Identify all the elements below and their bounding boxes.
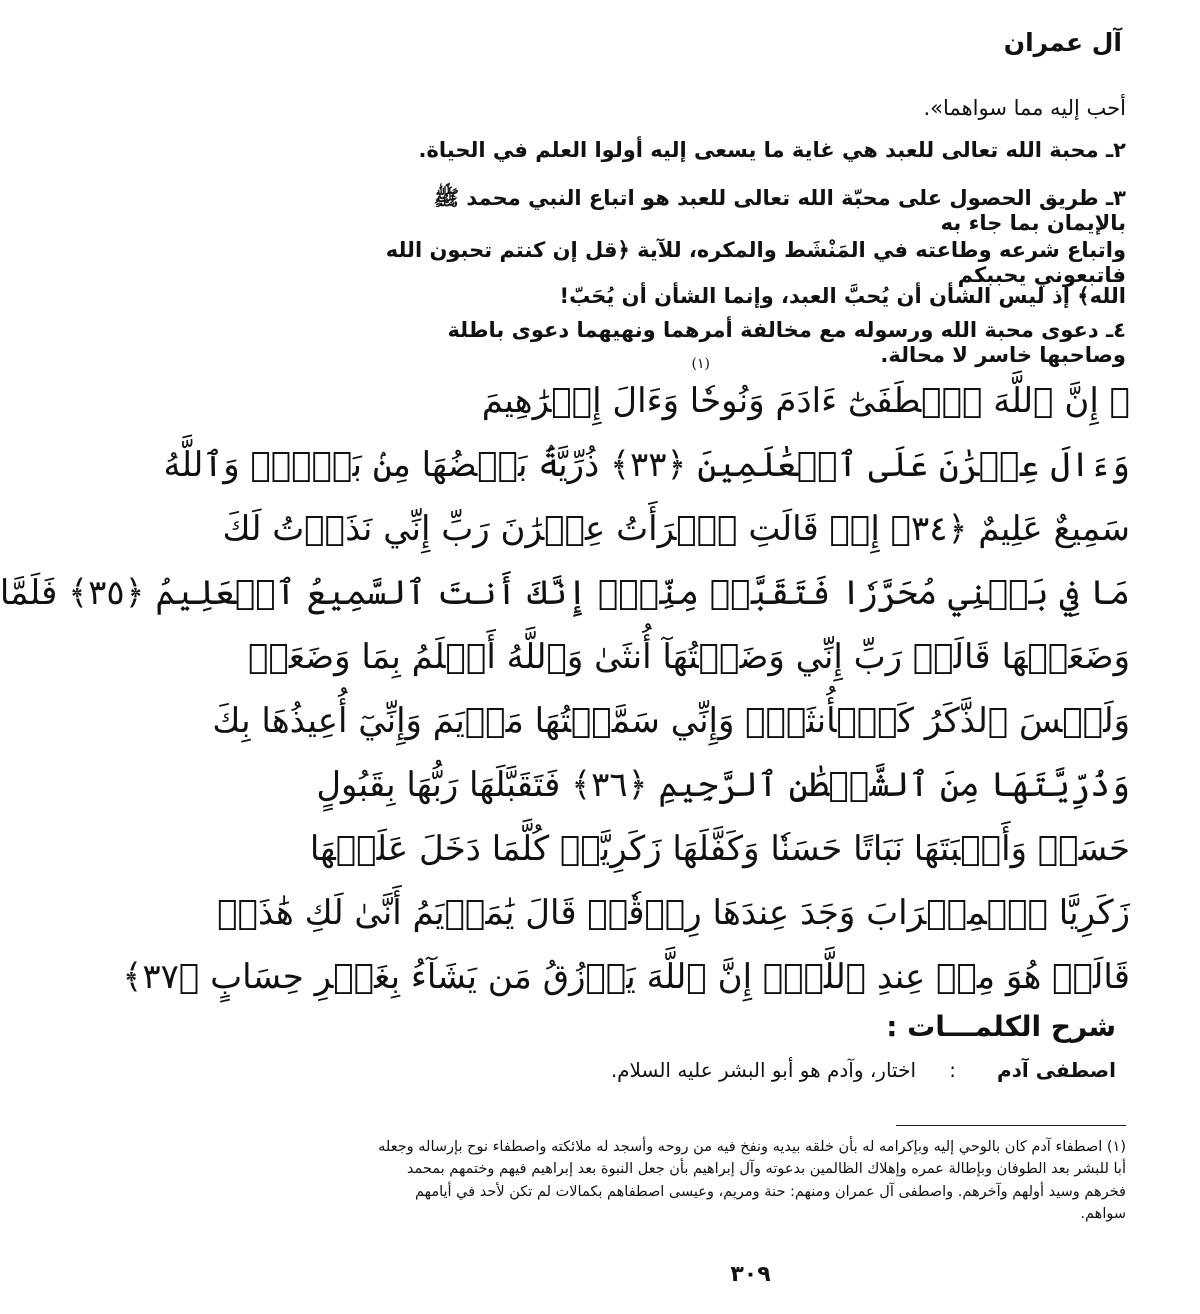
page-header-title: آل عمران [1003,28,1122,57]
point-3-line-1: ٣ـ طريق الحصول على محبّة الله تعالى للعبد هو اتباع النبي محمد ﷺ بالإيمان بما جاء به [433,186,1126,236]
intro-line-a: أحب إليه مما سواهما». [923,96,1126,120]
quran-line: قَالَتۡ هُوَ مِنۡ عِندِ ٱللَّهِۖ إِنَّ ٱللَّهَ يَرۡزُقُ مَن يَشَآءُ بِغَيۡرِ حِسَابٍ ﴿٣٧﴾ [122,957,1130,997]
quran-line: زَكَرِيَّا ٱلۡمِحۡرَابَ وَجَدَ عِندَهَا رِزۡقٗاۖ قَالَ يَٰمَرۡيَمُ أَنَّىٰ لَكِ هَٰذَاۖ [217,893,1130,933]
quran-line: سَمِيعٌ عَلِيمٌ ﴿٣٤﴾ إِذۡ قَالَتِ ٱمۡرَأَتُ عِمۡرَٰنَ رَبِّ إِنِّي نَذَرۡتُ لَكَ [222,509,1130,549]
quran-line: وَلَيۡسَ ٱلذَّكَرُ كَٱلۡأُنثَىٰۖ وَإِنِّي سَمَّيۡتُهَا مَرۡيَمَ وَإِنِّيٓ أُعِيذُهَا بِكَ [212,701,1130,741]
point-3-line-3: الله﴾ إذ ليس الشأن أن يُحبَّ العبد، وإنما الشأن أن يُحَبّ! [559,284,1126,308]
point-3-line-2: واتباع شرعه وطاعته في المَنْشَط والمكره، للآية ﴿قل إن كنتم تحبون الله فاتبعوني يحببكم [385,238,1126,288]
word-definition: اختار، وآدم هو أبو البشر عليه السلام. [610,1058,916,1082]
word-explanations-title: شرح الكلمـــات : [886,1010,1116,1043]
word-colon: : [949,1058,956,1082]
footnote-marker: (١) [691,356,710,372]
quran-line: وَضَعَتۡهَا قَالَتۡ رَبِّ إِنِّي وَضَعۡتُهَآ أُنثَىٰ وَٱللَّهُ أَعۡلَمُ بِمَا وَضَعَتۡ [248,637,1130,677]
quran-line: حَسَنٖ وَأَنۢبَتَهَا نَبَاتًا حَسَنٗا وَكَفَّلَهَا زَكَرِيَّاۖ كُلَّمَا دَخَلَ عَلَيۡهَا [309,829,1130,869]
quran-line: مَا فِي بَطۡنِي مُحَرَّرٗا فَتَقَبَّلۡ مِنِّيٓۖ إِنَّكَ أَنتَ ٱلسَّمِيعُ ٱلۡعَلِيمُ ﴿٣٥﴾ فَلَمَّا [0,573,1130,613]
quran-line: ۞ إِنَّ ٱللَّهَ ٱصۡطَفَىٰٓ ءَادَمَ وَنُوحٗا وَءَالَ إِبۡرَٰهِيمَ [481,381,1130,421]
point-4: ٤ـ دعوى محبة الله ورسوله مع مخالفة أمرهما ونهيهما دعوى باطلة وصاحبها خاسر لا محالة. [447,318,1126,368]
word-explanation-row [385,1058,1116,1082]
quran-line: وَذُرِّيَّتَهَا مِنَ ٱلشَّيۡطَٰنِ ٱلرَّجِيمِ ﴿٣٦﴾ فَتَقَبَّلَهَا رَبُّهَا بِقَبُولٍ [316,765,1130,805]
quran-passage [0,356,1130,1010]
footnote-text: (١) اصطفاء آدم كان بالوحي إليه وبإكرامه له بأن خلقه بيديه ونفخ فيه من روحه وأسجد له ملائكته واصطفاء نوح بإرساله وجعله أبا للبشر بعد الطوفان وبإطالة عمره وإهلاك الظالمين بدعوته وآل إبراهيم بأن جعل النبوة بعد إبراهيم فيهم وختمهم بمحمد فخرهم وسيد أولهم وآخرهم. واصطفى آل عمران ومنهم: حنة ومريم، وعيسى اصطفاهم بكمالات لم تكن لأحد في أيامهم سواهم. [378,1139,1126,1223]
word-term: اصطفى آدم [996,1058,1116,1082]
point-2: ٢ـ محبة الله تعالى للعبد هي غاية ما يسعى إليه أولوا العلم في الحياة. [418,138,1126,162]
page-number: ٣٠٩ [730,1262,771,1287]
quran-line: وَءَالَ عِمۡرَٰنَ عَلَى ٱلۡعَٰلَمِينَ ﴿٣٣﴾ ذُرِّيَّةَۢ بَعۡضُهَا مِنۢ بَعۡضٖۗ وَٱللَّهُ [163,445,1130,485]
footnote-divider [896,1125,1126,1126]
